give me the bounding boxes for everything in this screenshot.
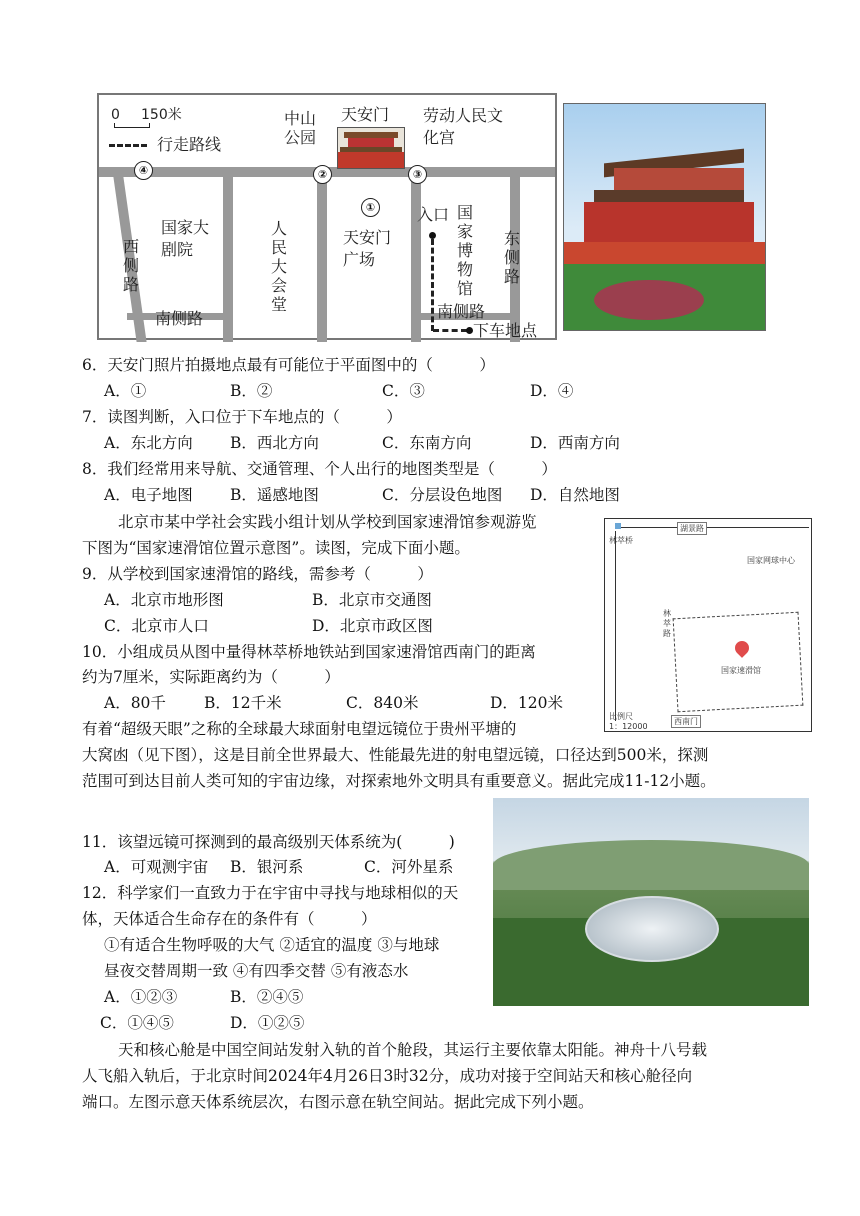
marker-3: ③	[408, 165, 427, 184]
q9-option-c: C．北京市人口	[104, 617, 209, 635]
label-scale-value: 1：12000	[609, 722, 648, 731]
q12-option-a: A．①②③	[104, 988, 178, 1006]
route-dropoff-dot	[466, 327, 473, 334]
q11-option-b: B．银河系	[230, 858, 304, 876]
q6-option-c: C．③	[382, 382, 425, 400]
q10-option-a: A．80千	[104, 694, 166, 712]
label-square: 天安门广场	[343, 228, 392, 269]
marker-2: ②	[313, 165, 332, 184]
route-vertical	[431, 239, 434, 331]
q11-stem: 11．该望远镜可探测到的最高级别天体系统为( )	[82, 833, 455, 851]
q6-option-b: B．②	[230, 382, 273, 400]
label-laodong-palace: 劳动人民文化宫	[423, 106, 504, 147]
q8-option-b: B．遥感地图	[230, 486, 319, 504]
q12-option-d: D．①②⑤	[230, 1014, 305, 1032]
tiananmen-gate-icon	[337, 127, 405, 169]
q6-stem: 6．天安门照片拍摄地点最有可能位于平面图中的（ ）	[82, 356, 495, 374]
label-venue: 国家速滑馆	[721, 666, 761, 675]
marker-4: ④	[134, 161, 153, 180]
label-great-hall: 人民大会堂	[271, 219, 288, 314]
q9-stem: 9．从学校到国家速滑馆的路线，需参考（ ）	[82, 565, 433, 583]
route-horizontal	[433, 329, 467, 332]
q12-option-c: C．①④⑤	[100, 1014, 174, 1032]
route-legend-label: 行走路线	[157, 135, 222, 154]
speed-skating-map	[604, 518, 812, 732]
road-vertical-line	[615, 531, 616, 721]
q12-line3: ①有适合生物呼吸的大气 ②适宜的温度 ③与地球	[104, 936, 440, 954]
q12-line2: 体，天体适合生命存在的条件有（ ）	[82, 910, 377, 928]
q7-option-a: A．东北方向	[104, 434, 193, 452]
q12-option-b: B．②④⑤	[230, 988, 304, 1006]
scale-zero: 0	[111, 107, 120, 123]
intro4-line3: 端口。左图示意天体系统层次，右图示意在轨空间站。据此完成下列小题。	[82, 1093, 594, 1111]
intro4-line2: 人飞船入轨后，于北京时间2024年4月26日3时32分，成功对接于空间站天和核心舱径向	[82, 1067, 693, 1085]
q7-stem: 7．读图判断，入口位于下车地点的（ ）	[82, 408, 402, 426]
tiananmen-photo	[563, 103, 766, 331]
q11-option-a: A．可观测宇宙	[104, 858, 209, 876]
label-south-road-right: 南侧路	[437, 302, 486, 321]
q9-option-d: D．北京市政区图	[312, 617, 433, 635]
intro2-line2: 下图为“国家速滑馆位置示意图”。读图，完成下面小题。	[82, 539, 470, 557]
label-entrance: 入口	[417, 205, 450, 224]
venue-boundary	[673, 612, 804, 712]
intro2-line1: 北京市某中学社会实践小组计划从学校到国家速滑馆参观游览	[118, 513, 537, 531]
route-legend-line	[109, 144, 147, 147]
label-zhongshan-park: 中山公园	[284, 109, 317, 147]
label-south-road-left: 南侧路	[155, 309, 204, 328]
label-tennis: 国家网球中心	[747, 556, 795, 565]
intro3-line3: 范围可到达目前人类可知的宇宙边缘，对探索地外文明具有重要意义。据此完成11-12小题。	[82, 772, 716, 790]
tiananmen-plan-map	[97, 93, 557, 340]
bridge-icon	[615, 523, 621, 529]
q9-option-b: B．北京市交通图	[312, 591, 432, 609]
label-west-road: 西侧路	[123, 237, 140, 294]
label-scale-title: 比例尺	[609, 712, 633, 721]
route-entrance-dot	[429, 232, 436, 239]
q7-option-c: C．东南方向	[382, 434, 472, 452]
fast-telescope-photo	[493, 798, 809, 1006]
label-museum: 国家博物馆	[457, 203, 474, 298]
q10-option-c: C．840米	[346, 694, 419, 712]
intro4-line1: 天和核心舱是中国空间站发射入轨的首个舱段，其运行主要依靠太阳能。神舟十八号载	[118, 1041, 708, 1059]
marker-1: ①	[361, 198, 380, 217]
north-road-line	[615, 527, 809, 528]
label-road-vertical: 林萃路	[663, 609, 671, 638]
q7-option-d: D．西南方向	[530, 434, 620, 452]
label-tiananmen: 天安门	[341, 105, 390, 124]
label-grand-theater: 国家大剧院	[161, 218, 210, 259]
intro3-line2: 大窝凼（见下图），这是目前全世界最大、性能最先进的射电望远镜，口径达到500米，探测	[82, 746, 709, 764]
q10-line1: 10．小组成员从图中量得林萃桥地铁站到国家速滑馆西南门的距离	[82, 643, 536, 661]
q12-line1: 12．科学家们一直致力于在宇宙中寻找与地球相似的天	[82, 884, 459, 902]
q10-line2: 约为7厘米，实际距离约为（ ）	[82, 668, 340, 686]
q10-option-d: D．120米	[490, 694, 564, 712]
scale-bar	[114, 123, 150, 128]
q8-stem: 8．我们经常用来导航、交通管理、个人出行的地图类型是（ ）	[82, 460, 557, 478]
q6-option-a: A．①	[104, 382, 147, 400]
label-bridge: 林萃桥	[609, 536, 633, 545]
q10-option-b: B．12千米	[204, 694, 282, 712]
road-b	[317, 177, 327, 342]
q11-option-c: C．河外星系	[364, 858, 454, 876]
label-dropoff: 下车地点	[473, 321, 538, 340]
label-gate: 西南门	[671, 715, 701, 728]
q8-option-a: A．电子地图	[104, 486, 193, 504]
label-north-road: 湖景路	[677, 522, 707, 535]
q7-option-b: B．西北方向	[230, 434, 319, 452]
q8-option-d: D．自然地图	[530, 486, 620, 504]
label-east-road: 东侧路	[504, 229, 521, 286]
q9-option-a: A．北京市地形图	[104, 591, 224, 609]
intro3-line1: 有着“超级天眼”之称的全球最大球面射电望远镜位于贵州平塘的	[82, 720, 517, 738]
q8-option-c: C．分层设色地图	[382, 486, 503, 504]
q12-line4: 昼夜交替周期一致 ④有四季交替 ⑤有液态水	[104, 962, 409, 980]
scale-label: 150米	[141, 107, 182, 123]
q6-option-d: D．④	[530, 382, 574, 400]
